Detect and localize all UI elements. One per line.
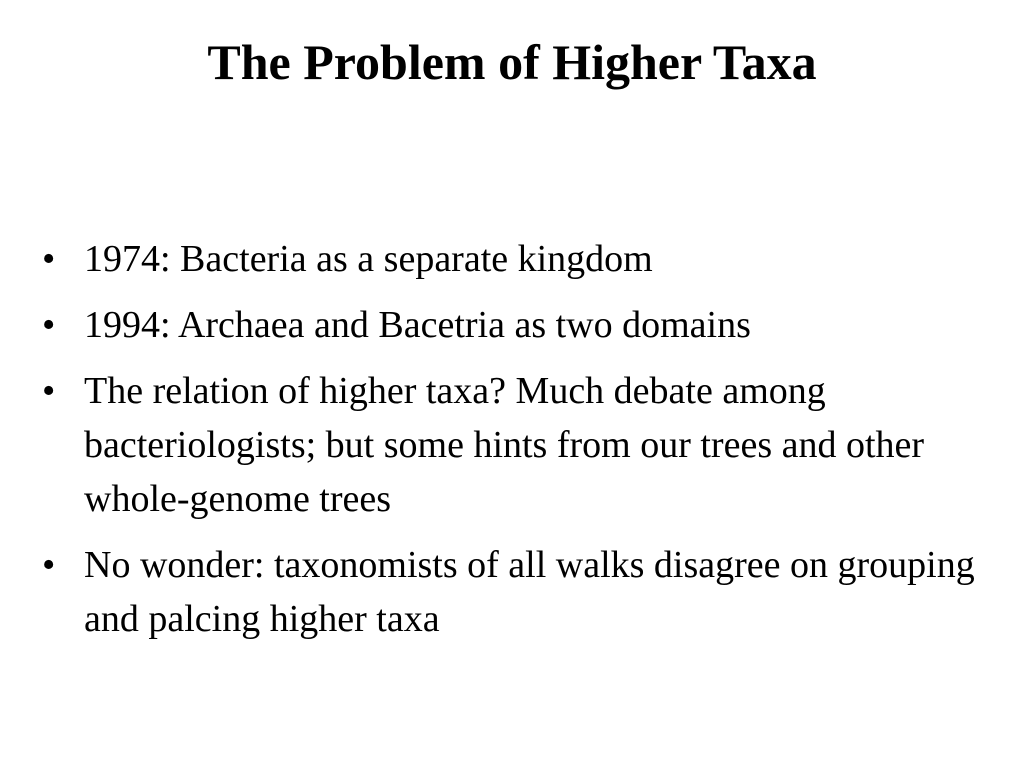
bullet-icon: • bbox=[42, 304, 56, 346]
bullet-item bbox=[42, 364, 982, 526]
bullet-icon: • bbox=[42, 238, 56, 280]
slide-title: The Problem of Higher Taxa bbox=[207, 34, 817, 90]
bullet-text: 1994: Archaea and Bacetria as two domains bbox=[84, 304, 751, 346]
bullet-item bbox=[42, 538, 982, 646]
bullet-icon: • bbox=[42, 370, 56, 412]
bullet-list bbox=[42, 232, 982, 658]
bullet-item bbox=[42, 298, 982, 352]
bullet-icon: • bbox=[42, 544, 56, 586]
bullet-text: No wonder: taxonomists of all walks disagree on grouping and palcing higher taxa bbox=[84, 544, 975, 640]
bullet-text: 1974: Bacteria as a separate kingdom bbox=[84, 238, 653, 280]
bullet-item bbox=[42, 232, 982, 286]
bullet-text: The relation of higher taxa? Much debate among bacteriologists; but some hints from our trees and other whole-genome trees bbox=[84, 370, 925, 520]
